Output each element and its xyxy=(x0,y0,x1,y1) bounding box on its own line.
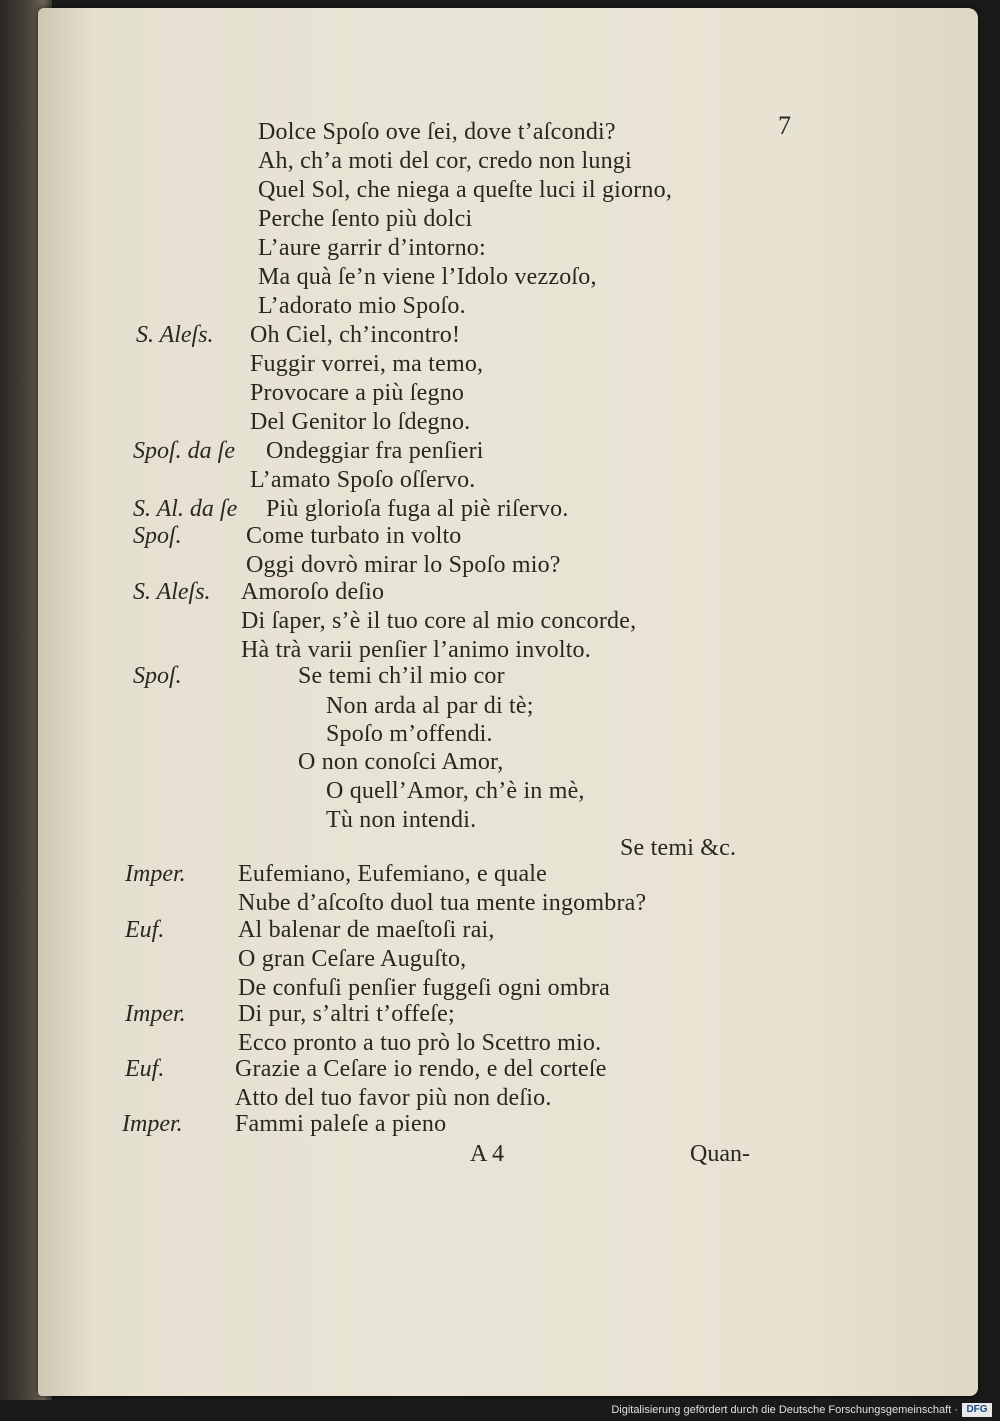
text-line: Ecco pronto a tuo prò lo Scettro mio. xyxy=(238,1030,602,1056)
speaker-label: S. Aleſs. xyxy=(133,579,211,605)
signature-mark: A 4 xyxy=(470,1141,505,1167)
text-line: Non arda al par di tè; xyxy=(326,693,534,719)
dfg-logo: DFG xyxy=(962,1403,992,1417)
text-line: Grazie a Ceſare io rendo, e del corteſe xyxy=(235,1056,607,1082)
text-line: Al balenar de maeſtoſi rai, xyxy=(238,917,495,943)
text-line: Del Genitor lo ſdegno. xyxy=(250,409,471,435)
text-line: Fuggir vorrei, ma temo, xyxy=(250,351,484,377)
speaker-label: Spoſ. da ſe xyxy=(133,438,235,464)
speaker-label: Euf. xyxy=(125,917,165,943)
text-line: Di ſaper, s’è il tuo core al mio concorde, xyxy=(241,608,637,634)
speaker-label: Imper. xyxy=(125,861,186,887)
text-line: Amoroſo deſio xyxy=(241,579,385,605)
text-line: L’aure garrir d’intorno: xyxy=(258,235,486,261)
text-line: Oggi dovrò mirar lo Spoſo mio? xyxy=(246,552,561,578)
speaker-label: Imper. xyxy=(125,1001,186,1027)
text-line: De confuſi penſier fuggeſi ogni ombra xyxy=(238,975,610,1001)
text-line: Ma quà ſe’n viene l’Idolo vezzoſo, xyxy=(258,264,597,290)
text-line: Se temi &c. xyxy=(620,835,737,861)
text-line: O gran Ceſare Auguſto, xyxy=(238,946,467,972)
speaker-label: S. Al. da ſe xyxy=(133,496,238,522)
text-line: Eufemiano, Eufemiano, e quale xyxy=(238,861,548,887)
text-line: Quel Sol, che niega a queſte luci il giorno, xyxy=(258,177,673,203)
text-line: Oh Ciel, ch’incontro! xyxy=(250,322,461,348)
text-line: Fammi paleſe a pieno xyxy=(235,1111,447,1137)
text-line: Se temi ch’il mio cor xyxy=(298,663,505,689)
speaker-label: S. Aleſs. xyxy=(136,322,214,348)
text-line: O non conoſci Amor, xyxy=(298,749,504,775)
text-line: L’adorato mio Spoſo. xyxy=(258,293,466,319)
text-line: Ondeggiar fra penſieri xyxy=(266,438,484,464)
text-line: Provocare a più ſegno xyxy=(250,380,465,406)
funding-credit: Digitalisierung gefördert durch die Deutsche Forschungsgemeinschaft · xyxy=(611,1404,958,1416)
speaker-label: Imper. xyxy=(122,1111,183,1137)
text-line: Tù non intendi. xyxy=(326,807,477,833)
text-line: Perche ſento più dolci xyxy=(258,206,473,232)
text-line: Come turbato in volto xyxy=(246,523,462,549)
text-line: O quell’Amor, ch’è in mè, xyxy=(326,778,585,804)
speaker-label: Euf. xyxy=(125,1056,165,1082)
text-line: Nube d’aſcoſto duol tua mente ingombra? xyxy=(238,890,647,916)
text-line: Spoſo m’offendi. xyxy=(326,721,493,747)
text-line: Dolce Spoſo ove ſei, dove t’aſcondi? xyxy=(258,119,616,145)
text-line: Più glorioſa fuga al piè riſervo. xyxy=(266,496,569,522)
text-line: Hà trà varii penſier l’animo involto. xyxy=(241,637,591,663)
speaker-label: Spoſ. xyxy=(133,663,182,689)
speaker-label: Spoſ. xyxy=(133,523,182,549)
catchword: Quan- xyxy=(690,1141,750,1167)
text-line: L’amato Spoſo oſſervo. xyxy=(250,467,476,493)
page-number: 7 xyxy=(778,111,791,140)
text-line: Ah, ch’a moti del cor, credo non lungi xyxy=(258,148,632,174)
text-line: Di pur, s’altri t’offeſe; xyxy=(238,1001,455,1027)
text-line: Atto del tuo favor più non deſio. xyxy=(235,1085,552,1111)
